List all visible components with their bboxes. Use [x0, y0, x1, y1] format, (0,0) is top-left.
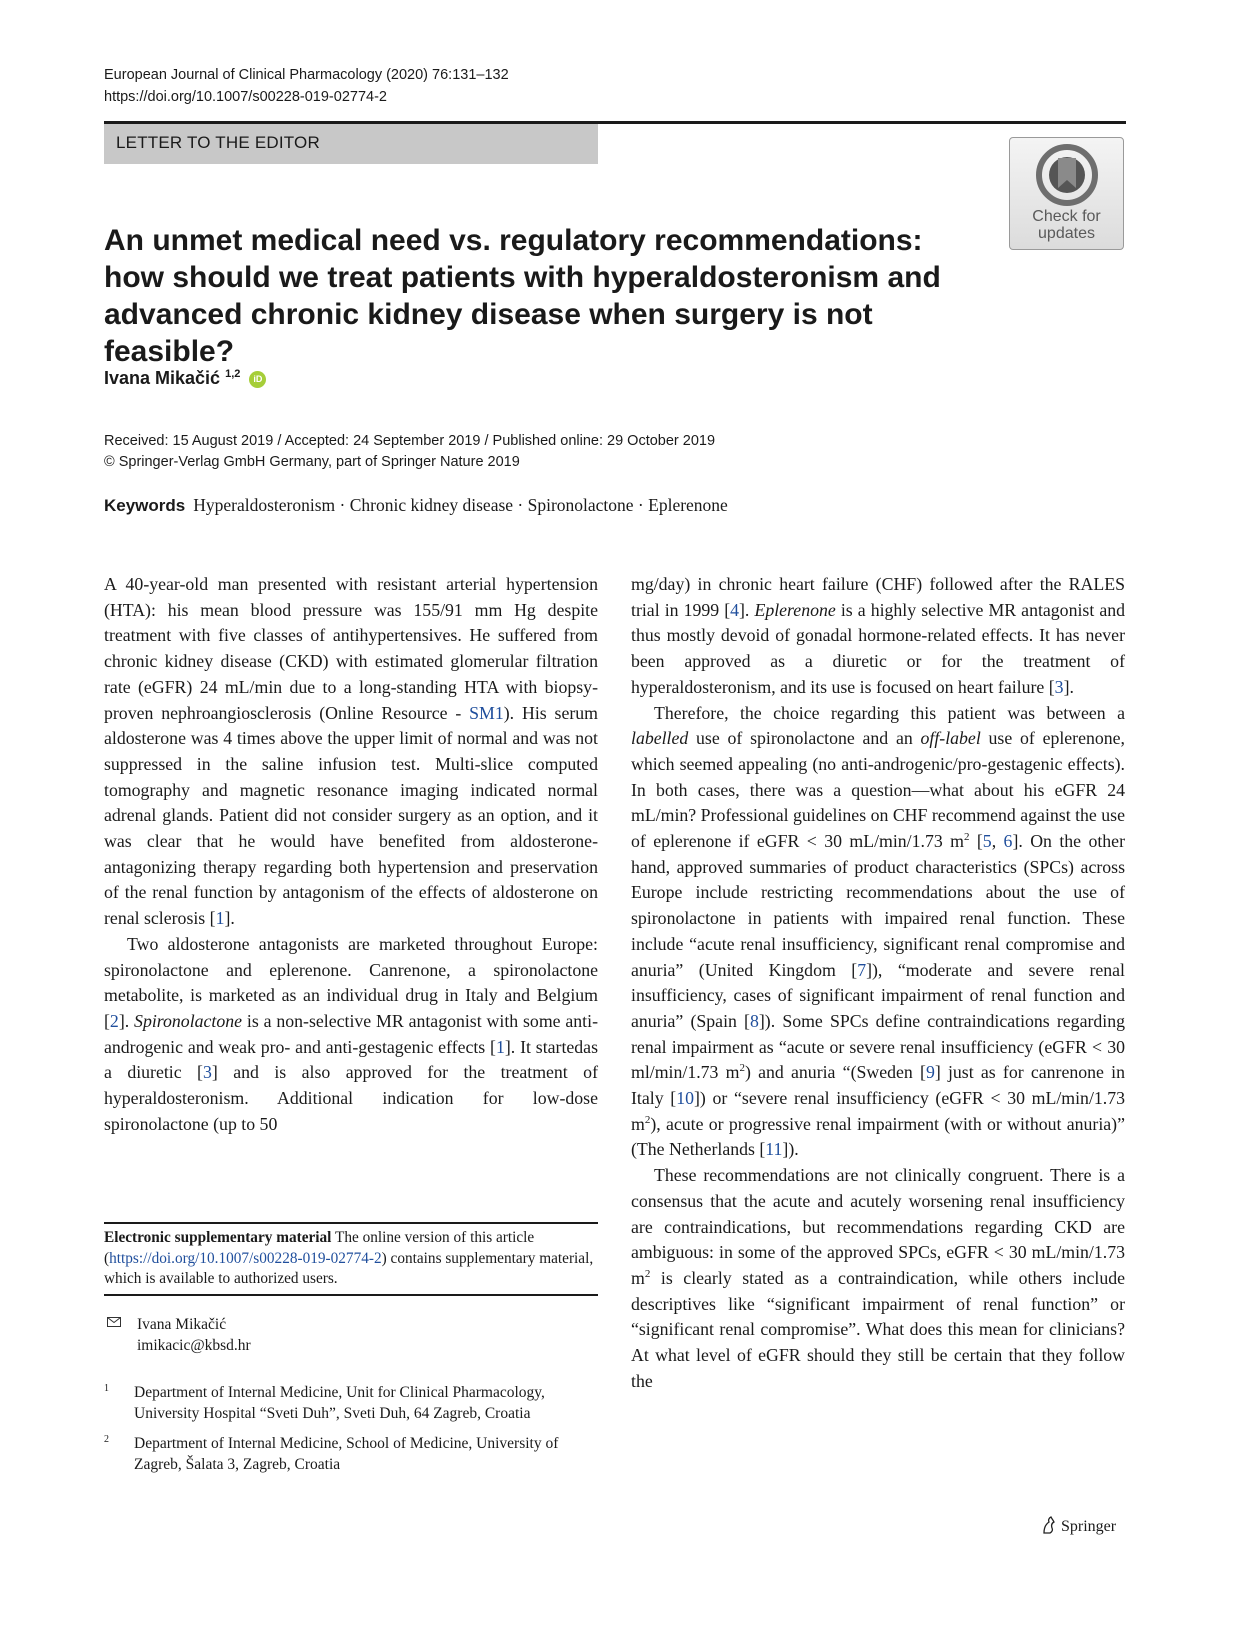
check-for-updates-button[interactable]	[1009, 137, 1124, 250]
journal-header	[104, 64, 509, 108]
affiliation-number: 2	[104, 1434, 109, 1445]
springer-horse-icon	[1041, 1516, 1057, 1534]
paragraph: A 40-year-old man presented with resistant arterial hypertension (HTA): his mean blood pressure was 155/91 mm Hg despite treatment with five classes of antihypertensives. He suffered from chronic kidney disease (CKD) with estimated glomerular filtration rate (eGFR) 24 mL/min due to a long-standing HTA with biopsy-proven nephroangiosclerosis (Online Resource - SM1). His serum aldosterone was 4 times above the upper limit of normal and was not suppressed in the saline infusion test. Multi-slice computed tomography and magnetic resonance imaging indicated normal adrenal glands. Patient did not consider surgery as an option, and it was clear that he would have benefited from aldosterone-antagonizing therapy regarding both hypertension and preservation of the renal function by antagonism of the effects of aldosterone on renal sclerosis [1].	[104, 574, 598, 929]
envelope-icon	[107, 1317, 121, 1327]
author-name[interactable]: Ivana Mikačić	[104, 368, 221, 388]
doi-link[interactable]: https://doi.org/10.1007/s00228-019-02774-2	[104, 89, 387, 105]
correspondence-name: Ivana Mikačić	[137, 1316, 227, 1333]
reference-link[interactable]: 7	[857, 959, 867, 980]
footnote-rule	[104, 1294, 598, 1296]
article-dates	[104, 431, 715, 473]
reference-link[interactable]: 5	[982, 831, 992, 852]
orcid-icon[interactable]: iD	[249, 371, 266, 388]
paragraph: Therefore, the choice regarding this patient was between a labelled use of spironolactone and an off-label use of eplerenone, which seemed appealing (no anti-androgenic/pro-gestagenic effects). In both cases, there was a question—what about his eGFR 24 mL/min? Professional guidelines on CHF recommend against the use of eplerenone if eGFR < 30 mL/min/1.73 $m^2$ [5, 6]. On the other hand, approved summaries of product characteristics (SPCs) across Europe include restricting recommendations about the use of spironolactone in patients with impaired renal function. These include “acute renal insufficiency, significant renal compromise and anuria” (United Kingdom [7]), “moderate and severe renal insufficiency, cases of significant impairment of renal function and anuria” (Spain [8]). Some SPCs define contraindications regarding renal impairment as “acute or severe renal insufficiency (eGFR < 30 ml/min/1.73 $m^2$) and anuria “(Sweden [9] just as for canrenone in Italy [10]) or “severe renal insufficiency (eGFR < 30 mL/min/1.73 $m^2$), acute or progressive renal impairment (with or without anuria)” (The Netherlands [11]).	[631, 702, 1126, 1160]
publisher-name: Springer	[1061, 1518, 1117, 1535]
author-affiliation-marks: 1,2	[225, 368, 241, 380]
paragraph: These recommendations are not clinically congruent. There is a consensus that the acute and acutely worsening renal insufficiency are contraindications, but recommendations regarding CKD are ambiguous: in some of the approved SPCs, eGFR < 30 mL/min/1.73 $m^2$ is clearly stated as a contraindication, while others include descriptives like “significant impairment of renal function” or “significant renal compromise”. What does this mean for clinicians? At what level of eGFR should they still be certain that they follow the	[631, 1165, 1125, 1391]
reference-link[interactable]: 2	[109, 1010, 119, 1031]
check-updates-line2: updates	[1038, 225, 1095, 242]
right-column	[631, 572, 1125, 1395]
reference-link[interactable]: 10	[676, 1088, 694, 1109]
reference-link[interactable]: 11	[765, 1139, 783, 1160]
keywords-line	[104, 495, 728, 516]
affiliation-text: Department of Internal Medicine, School of Medicine, University of Zagreb, Šalata 3, Zagreb, Croatia	[134, 1435, 559, 1473]
left-column	[104, 572, 598, 1137]
reference-link[interactable]: 1	[215, 908, 225, 929]
supplement-link[interactable]: SM1	[469, 702, 504, 723]
author-line	[104, 368, 266, 389]
reference-link[interactable]: 4	[730, 599, 740, 620]
affiliation-text: Department of Internal Medicine, Unit for Clinical Pharmacology, University Hospital “Sveti Duh”, Sveti Duh, 64 Zagreb, Croatia	[134, 1384, 545, 1422]
keywords-list: Hyperaldosteronism · Chronic kidney disease · Spironolactone · Eplerenone	[193, 495, 728, 515]
section-label: LETTER TO THE EDITOR	[116, 133, 320, 152]
esm-doi-link[interactable]: https://doi.org/10.1007/s00228-019-02774-2	[109, 1249, 382, 1267]
check-updates-line1: Check for	[1032, 208, 1101, 225]
copyright-line: © Springer-Verlag GmbH Germany, part of Springer Nature 2019	[104, 454, 520, 470]
affiliation-number: 1	[104, 1383, 109, 1394]
reference-link[interactable]: 3	[202, 1062, 212, 1083]
esm-label: Electronic supplementary material	[104, 1229, 332, 1246]
section-bar	[104, 124, 598, 164]
keywords-label: Keywords	[104, 496, 186, 515]
correspondence-email[interactable]: imikacic@kbsd.hr	[137, 1337, 251, 1354]
article-title: An unmet medical need vs. regulatory recommendations: how should we treat patients with hyperaldosteronism and advanced chronic kidney disease when surgery is not feasible?	[104, 224, 941, 368]
journal-citation: European Journal of Clinical Pharmacology (2020) 76:131–132	[104, 67, 509, 83]
supplementary-material-note: Electronic supplementary material The online version of this article (https://doi.org/10.1007/s00228-019-02774-2) contains supplementary material, which is available to authorized users.	[104, 1229, 594, 1287]
reference-link[interactable]: 6	[1003, 831, 1013, 852]
paragraph: Two aldosterone antagonists are marketed throughout Europe: spironolactone and eplerenone. Canrenone, a spironolactone metabolite, is marketed as an individual drug in Italy and Belgium [2]. Spironolactone is a non-selective MR antagonist with some anti-androgenic and weak pro- and anti-gestagenic effects [1]. It startedas a diuretic [3] and is also approved for the treatment of hyperaldosteronism. Additional indication for low-dose spironolactone (up to 50	[104, 933, 598, 1134]
reference-link[interactable]: 3	[1054, 676, 1064, 697]
paragraph: mg/day) in chronic heart failure (CHF) followed after the RALES trial in 1999 [4]. Eplerenone is a highly selective MR antagonist and thus mostly devoid of gonadal hormone-related effects. It has never been approved as a diuretic or for the treatment of hyperaldosteronism, and its use is focused on heart failure [3].	[631, 574, 1125, 697]
history-dates: Received: 15 August 2019 / Accepted: 24 September 2019 / Published online: 29 October 2019	[104, 433, 716, 449]
footnote-rule	[104, 1222, 598, 1224]
reference-link[interactable]: 8	[749, 1010, 759, 1031]
crossmark-icon	[1036, 144, 1098, 206]
reference-link[interactable]: 1	[495, 1036, 505, 1057]
reference-link[interactable]: 9	[925, 1062, 935, 1083]
publisher-logo	[1041, 1516, 1116, 1536]
